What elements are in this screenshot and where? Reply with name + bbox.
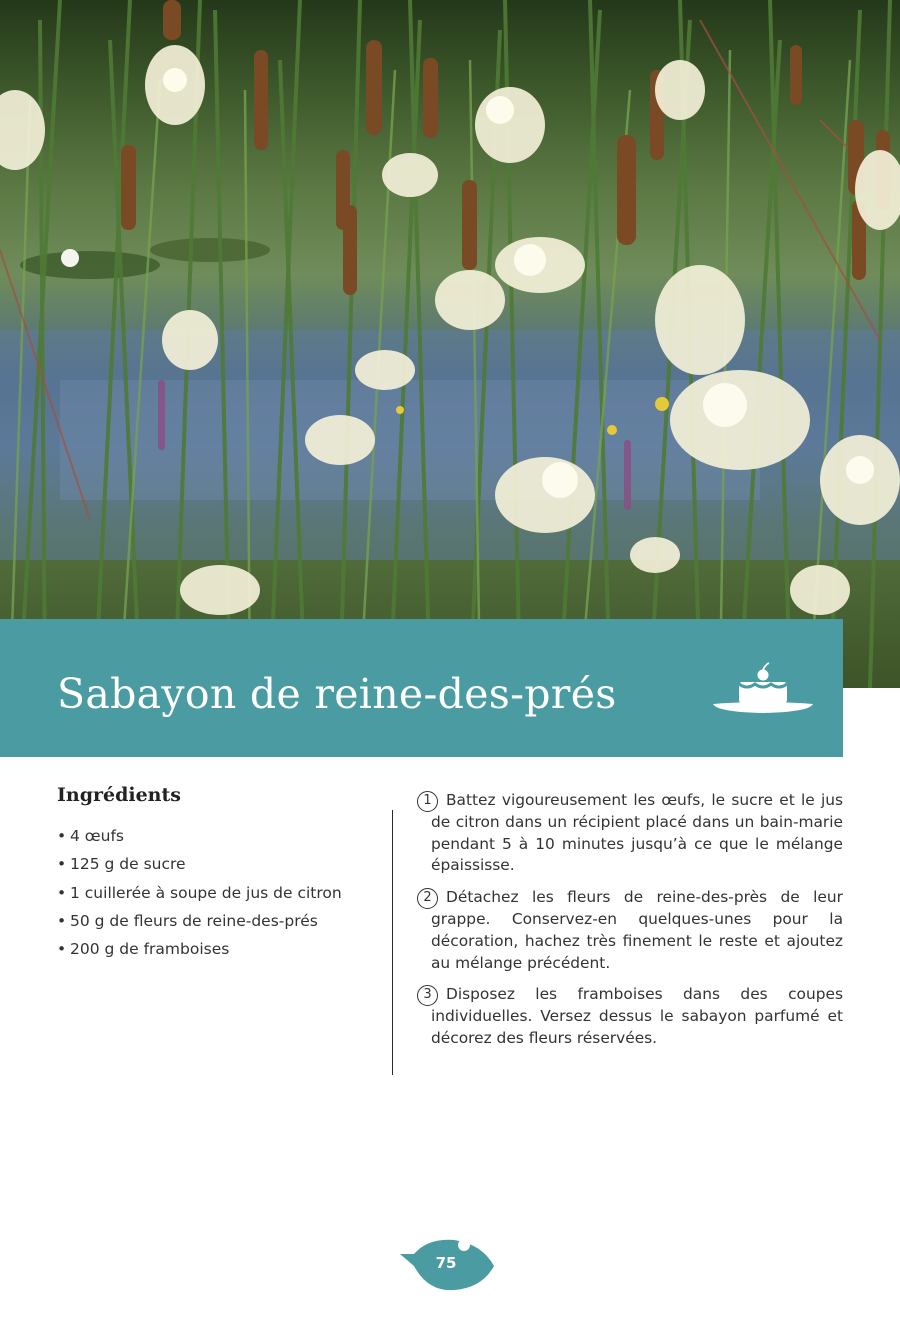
recipe-step [423,887,843,974]
step-text: Disposez les framboises dans des coupes individuelles. Versez dessus le sabayon parfumé et décorez des fleurs réservées. [431,985,843,1047]
bullet: • [57,883,67,902]
bullet: • [57,827,67,845]
recipe-step [423,984,843,1049]
page-number: 75 [435,1254,457,1272]
bullet: • [57,940,67,959]
ingredient-list [57,822,342,963]
ingredient-text: 4 œufs [70,827,125,845]
ingredient-item [57,850,342,878]
ingredient-item [57,822,342,850]
ingredient-item [57,907,342,935]
ingredients-heading: Ingrédients [57,784,181,806]
ingredient-text: 1 cuillerée à soupe de jus de citron [70,883,342,902]
ingredient-text: 125 g de sucre [70,855,186,874]
ingredient-item [57,879,342,907]
recipe-steps [423,790,843,1060]
step-number-badge: 3 [417,985,438,1006]
step-number-badge: 1 [417,791,438,812]
recipe-title: Sabayon de reine-des-prés [57,670,617,718]
step-number-badge: 2 [417,888,438,909]
step-text: Détachez les fleurs de reine-des-près de leur grappe. Conservez-en quelques-unes pour la décoration, hachez très finement le reste et ajoutez au mélange précédent. [431,888,843,972]
column-divider [392,810,393,1075]
ingredient-text: 200 g de framboises [70,940,230,959]
ingredient-text: 50 g de fleurs de reine-des-prés [70,911,318,930]
recipe-step [423,790,843,877]
bullet: • [57,911,67,930]
bullet: • [57,855,67,874]
step-text: Battez vigoureusement les œufs, le sucre et le jus de citron dans un récipient placé dans un bain-marie pendant 5 à 10 minutes jusqu’à ce que le mélange épaississe. [431,791,843,875]
cake-on-plate-icon [711,660,815,716]
ingredient-item [57,935,342,963]
